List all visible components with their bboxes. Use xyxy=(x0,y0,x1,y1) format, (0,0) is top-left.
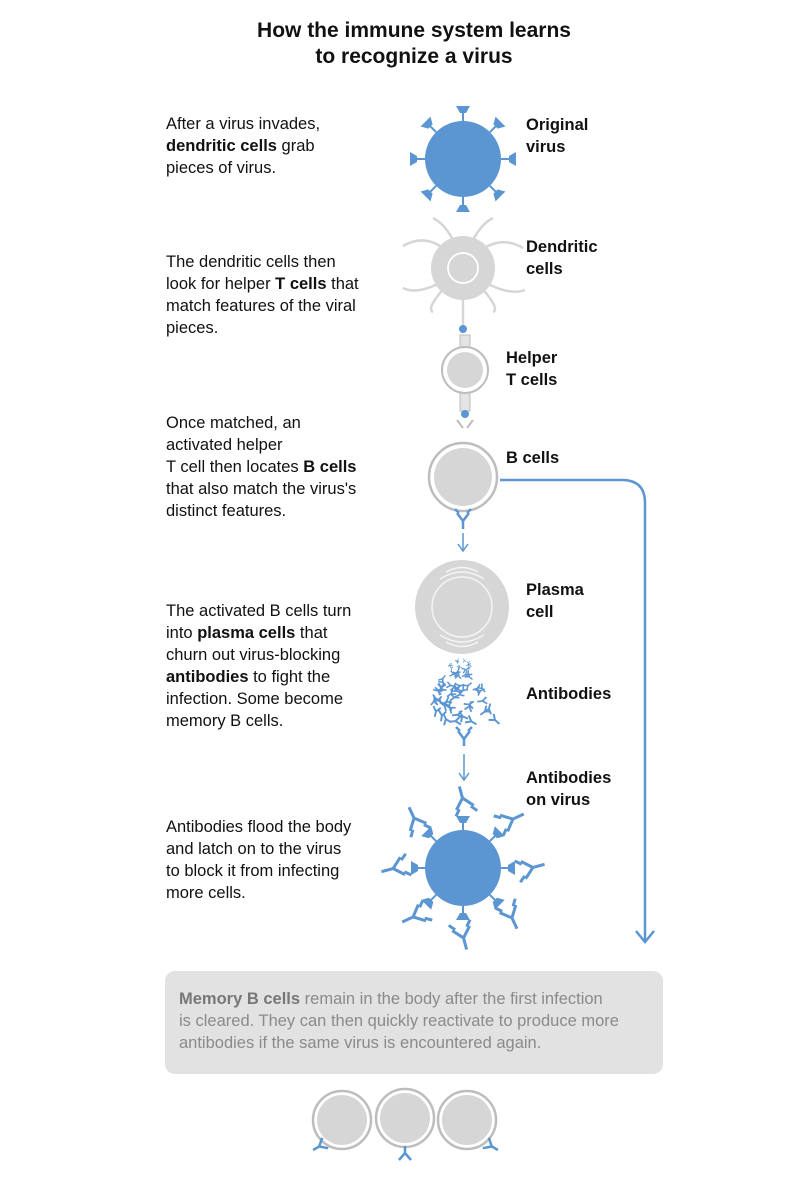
memory-note-line-2: is cleared. They can then quickly reactivate to produce more xyxy=(179,1012,619,1030)
memory-cell-body xyxy=(442,1095,492,1145)
small-antibody xyxy=(456,658,460,663)
step-line: look for helper T cells that xyxy=(166,275,359,293)
step-line: distinct features. xyxy=(166,502,287,520)
virus-spike-head xyxy=(456,106,470,113)
small-antibody xyxy=(463,680,473,690)
antibody-shape xyxy=(379,854,412,882)
step-line: The activated B cells turn xyxy=(166,602,352,620)
small-antibody xyxy=(450,667,453,671)
step-line: that also match the virus's xyxy=(166,480,357,498)
step-line: The dendritic cells then xyxy=(166,253,336,271)
bound-antibody xyxy=(449,784,477,817)
dendritic-cell-icon xyxy=(403,218,525,333)
antibody-shape xyxy=(463,680,473,690)
antibody-shape xyxy=(456,658,460,663)
memory-note-bold: Memory B cells xyxy=(179,990,301,1008)
dendritic-body xyxy=(431,236,495,300)
viral-piece xyxy=(461,410,469,418)
label-antibodies-on-virus: Antibodies on virus xyxy=(526,769,612,809)
antibody-shape xyxy=(515,854,548,882)
step-line: more cells. xyxy=(166,884,246,902)
memory-flow-arrow xyxy=(500,480,645,940)
antibody-shape xyxy=(399,1146,411,1160)
virus-spike-head xyxy=(456,205,470,212)
small-antibody xyxy=(489,714,502,727)
cloud-antibody xyxy=(456,727,472,746)
virus-spike-head xyxy=(456,913,470,920)
memory-note-line-3: antibodies if the same virus is encountered again. xyxy=(179,1034,542,1052)
memory-antibody xyxy=(399,1146,411,1160)
virus-spike-head xyxy=(456,816,470,823)
viral-piece xyxy=(459,325,467,333)
virus-spike-head xyxy=(410,152,417,166)
memory-b-cell-icon xyxy=(310,1089,501,1160)
flow-arrows xyxy=(500,480,654,942)
bound-antibody xyxy=(449,920,477,953)
step-line: and latch on to the virus xyxy=(166,840,342,858)
antibody-cloud-icon xyxy=(430,658,502,780)
bcell-body xyxy=(434,448,492,506)
step-line: to block it from infecting xyxy=(166,862,340,880)
step-line: Once matched, an xyxy=(166,414,301,432)
title-line-1: How the immune system learns xyxy=(257,19,571,42)
step-line: T cell then locates B cells xyxy=(166,458,357,476)
antibody-bound-virus-icon xyxy=(379,784,548,953)
antibody-shape xyxy=(450,667,453,671)
step-line: activated helper xyxy=(166,436,283,454)
bound-antibody xyxy=(515,854,548,882)
virus-spike-head xyxy=(508,861,515,875)
memory-cell-body xyxy=(317,1095,367,1145)
step-line: Antibodies flood the body xyxy=(166,818,352,836)
label-dendritic-cells: Dendritic cells xyxy=(526,238,598,278)
memory-cell-body xyxy=(380,1093,430,1143)
antibody-shape xyxy=(489,714,502,727)
virus-body xyxy=(425,121,501,197)
antibody-shape xyxy=(462,658,466,663)
label-original-virus: Original virus xyxy=(526,116,589,156)
virus-spike-head xyxy=(509,152,516,166)
virus-body xyxy=(425,830,501,906)
step-line: churn out virus-blocking xyxy=(166,646,341,664)
plasma-cell-icon xyxy=(415,560,509,654)
label-plasma-cell: Plasma cell xyxy=(526,581,584,621)
small-antibody xyxy=(477,697,487,705)
memory-note-line-1: Memory B cells remain in the body after the first infection xyxy=(179,990,603,1008)
step-line: memory B cells. xyxy=(166,712,284,730)
helper-body xyxy=(447,352,483,388)
step-line: pieces. xyxy=(166,319,219,337)
helper-t-cell-icon xyxy=(442,335,488,428)
bound-antibody xyxy=(379,854,412,882)
antibody-shape xyxy=(477,697,487,705)
memory-b-cells-note xyxy=(165,971,663,1074)
step-line: infection. Some become xyxy=(166,690,344,708)
plasma-body xyxy=(415,560,509,654)
b-cell-icon xyxy=(429,443,497,551)
virus-spike-head xyxy=(411,861,418,875)
label-b-cells: B cells xyxy=(506,449,560,467)
step-line: pieces of virus. xyxy=(166,159,277,177)
antibody-shape xyxy=(449,784,477,817)
step-line: into plasma cells that xyxy=(166,624,328,642)
label-helper-t-cells: Helper T cells xyxy=(506,349,558,389)
receptor-arms xyxy=(457,420,473,428)
virus-icon xyxy=(410,106,516,212)
antibody-shape xyxy=(449,920,477,953)
step-line: match features of the viral xyxy=(166,297,356,315)
small-antibody xyxy=(462,658,466,663)
label-antibodies: Antibodies xyxy=(526,685,612,703)
step-line: antibodies to fight the xyxy=(166,668,331,686)
title-line-2: to recognize a virus xyxy=(315,45,513,68)
step-line: After a virus invades, xyxy=(166,115,321,133)
antibody-shape xyxy=(456,727,472,746)
step-line: dendritic cells grab xyxy=(166,137,315,155)
